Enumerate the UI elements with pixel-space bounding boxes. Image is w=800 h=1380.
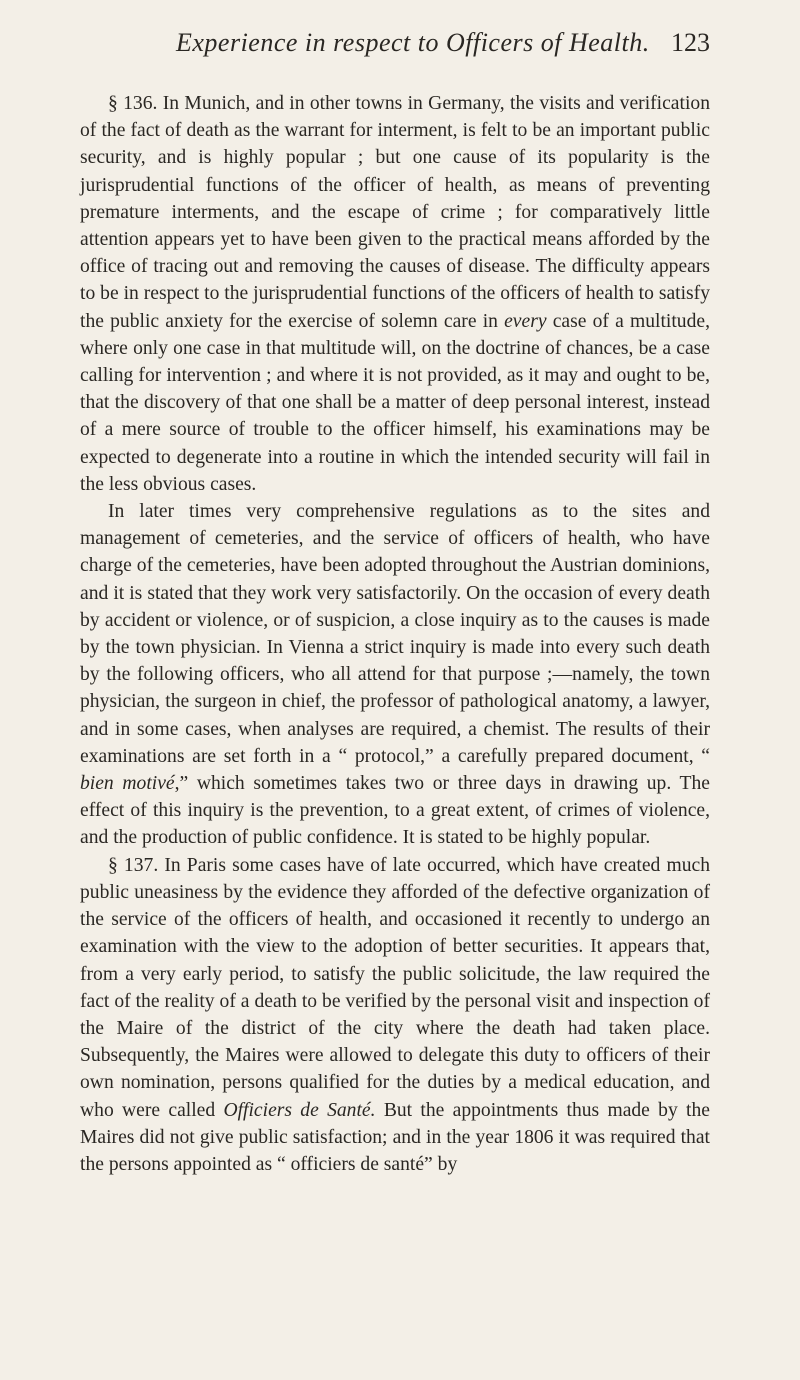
- paragraph-section-136: [80, 90, 710, 498]
- text-run: case of a multitude, where only one case in that multitude will, on the doctrine of chances, be a case calling for intervention ; and where it is not provided, as it may and ought to be, that the discovery of that one shall be a matter of deep personal interest, instead of a mere source of trouble to the officer himself, his examinations may be expected to degenerate into a routine in which the intended security will fail in the less obvious cases.: [80, 310, 710, 495]
- text-run: But the appointments thus made by the Maires did not give public satisfaction; and in the year 1806 it was required that the persons appointed as “ officiers de santé” by: [80, 1099, 710, 1175]
- body-text: [80, 90, 710, 1178]
- text-run: § 136. In Munich, and in other towns in Germany, the visits and verification of the fact of death as the warrant for interment, is felt to be an important public security, and is highly popular ; but one cause of its popularity is the jurisprudential functions of the officer of health, as means of preventing premature interments, and the escape of crime ; for comparatively little attention appears yet to have been given to the practical means afforded by the office of tracing out and removing the causes of disease. The difficulty appears to be in respect to the jurisprudential functions of the officers of health to satisfy the public anxiety for the exercise of solemn care in: [80, 93, 710, 332]
- paragraph-section-137: [80, 852, 710, 1178]
- italic-run: Officiers de Santé.: [223, 1099, 376, 1121]
- page-number: 123: [671, 28, 710, 57]
- text-run: In later times very comprehensive regulations as to the sites and management of cemeteries, and the service of officers of health, who have charge of the cemeteries, have been adopted throughout the Austrian dominions, and it is stated that they work very satisfactorily. On the occasion of every death by accident or violence, or of suspicion, a close inquiry as to the causes is made by the town physician. In Vienna a strict inquiry is made into every such death by the following officers, who all attend for that purpose ;—namely, the town physician, the surgeon in chief, the professor of pathological anatomy, a lawyer, and in some cases, when analyses are required, a chemist. The results of their examinations are set forth in a “ protocol,” a carefully prepared document, “: [80, 501, 710, 767]
- running-head: [80, 22, 710, 66]
- text-run: ,” which sometimes takes two or three days in drawing up. The effect of this inquiry is the prevention, to a great extent, of crimes of violence, and the production of public confidence. It is stated to be highly popular.: [80, 773, 710, 849]
- text-run: § 137. In Paris some cases have of late occurred, which have created much public uneasiness by the evidence they afforded of the defective organization of the service of the officers of health, and occasioned it recently to undergo an examination with the view to the adoption of better securities. It appears that, from a very early period, to satisfy the public solicitude, the law required the fact of the reality of a death to be verified by the personal visit and inspection of the Maire of the district of the city where the death had taken place. Subsequently, the Maires were allowed to delegate this duty to officers of their own nomination, persons qualified for the duties by a medical education, and who were called: [80, 854, 710, 1121]
- italic-run: bien motivé: [80, 773, 175, 795]
- running-title: Experience in respect to Officers of Health.: [176, 28, 650, 57]
- paragraph-austrian-regulations: [80, 498, 710, 852]
- italic-run: every: [504, 310, 547, 332]
